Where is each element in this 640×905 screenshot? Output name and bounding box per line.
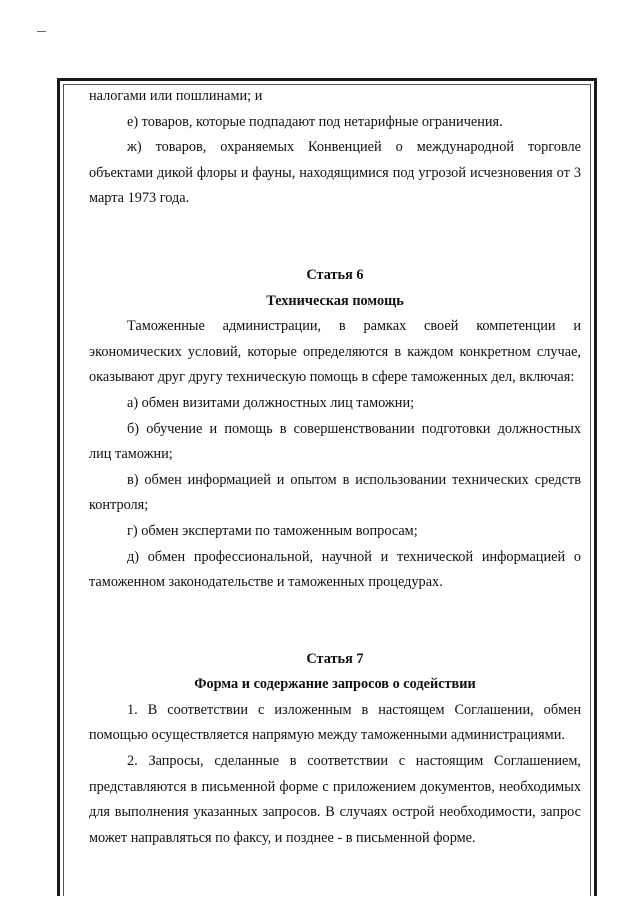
document-body: [89, 84, 581, 851]
article-6-item-b: б) обучение и помощь в совершенствовании подготовки должностных лиц таможни;: [89, 420, 581, 463]
article-7-paragraph-1: 1. В соответствии с изложенным в настоящем Соглашении, обмен помощью осуществляется напрямую между таможенными администрациями.: [89, 701, 581, 744]
article-6-item-g: г) обмен экспертами по таможенным вопросам;: [127, 522, 418, 539]
article-6-item-a: а) обмен визитами должностных лиц таможни;: [127, 394, 415, 411]
article-7-paragraph-2: 2. Запросы, сделанные в соответствии с настоящим Соглашением, представляются в письменной форме с приложением документов, необходимых для выполнения указанных запросов. В случаях острой необходимости, запрос может направляться по факсу, и позднее - в письменной форме.: [89, 753, 581, 846]
article-6-item-d: д) обмен профессиональной, научной и технической информацией о таможенном законодательстве и таможенных процедурах.: [89, 548, 581, 591]
article-6-number: Статья 6: [306, 266, 364, 283]
article-7-title: Форма и содержание запросов о содействии: [194, 676, 476, 693]
list-item-e: е) товаров, которые подпадают под нетарифные ограничения.: [127, 113, 503, 130]
list-item-zh: ж) товаров, охраняемых Конвенцией о международной торговле объектами дикой флоры и фауны, находящимися под угрозой исчезновения от 3 марта 1973 года.: [89, 139, 581, 207]
article-6-title: Техническая помощь: [266, 292, 404, 309]
article-7-number: Статья 7: [306, 650, 364, 667]
article-6-item-v: в) обмен информацией и опытом в использовании технических средств контроля;: [89, 471, 581, 514]
scan-mark: [37, 31, 46, 32]
article-6-intro: Таможенные администрации, в рамках своей компетенции и экономических условий, которые определяются в каждом конкретном случае, оказывают друг другу техническую помощь в сфере таможенных дел, включая:: [89, 318, 581, 386]
continued-line: налогами или пошлинами; и: [89, 88, 263, 104]
